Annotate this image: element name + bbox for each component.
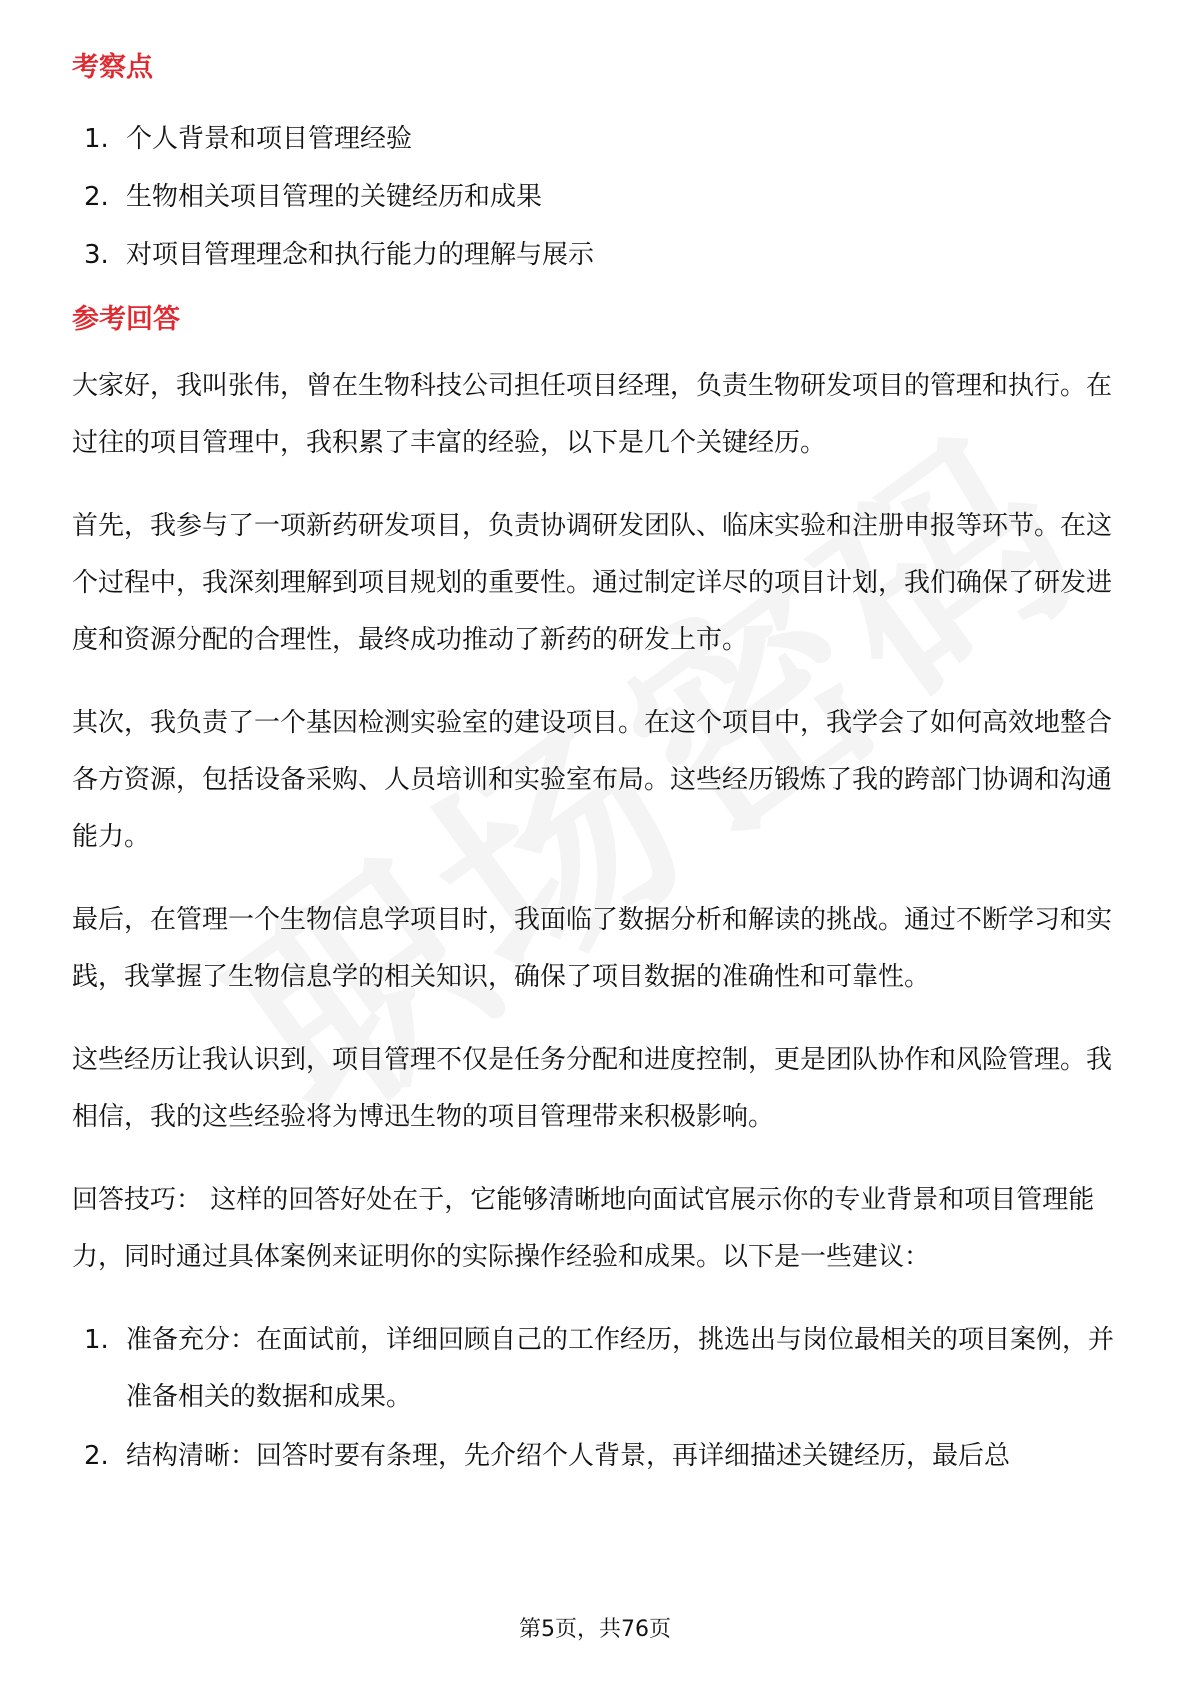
list-item-text: 结构清晰：回答时要有条理，先介绍个人背景，再详细描述关键经历，最后总: [126, 1441, 1011, 1471]
section-title-key-points: 考察点: [72, 52, 153, 83]
paragraph-first: 首先，我参与了一项新药研发项目，负责协调研发团队、临床实验和注册申报等环节。在这个过程中，我深刻理解到项目规划的重要性。通过制定详尽的项目计划，我们确保了研发进度和资源分配的合理性，最终成功推动了新药的研发上市。: [72, 511, 1113, 655]
list-item-text: 生物相关项目管理的关键经历和成果: [126, 182, 543, 212]
section-title-reference-answer: 参考回答: [72, 304, 180, 335]
list-item: [72, 1428, 1122, 1485]
list-item: [72, 1312, 1122, 1426]
page-number: 第5页，共76页: [519, 1617, 671, 1642]
list-item: [72, 168, 1122, 226]
paragraph-tips-intro: 回答技巧： 这样的回答好处在于，它能够清晰地向面试官展示你的专业背景和项目管理能力，同时通过具体案例来证明你的实际操作经验和成果。以下是一些建议：: [72, 1185, 1095, 1272]
tips-list: [72, 1312, 1122, 1485]
paragraph-last: 最后，在管理一个生物信息学项目时，我面临了数据分析和解读的挑战。通过不断学习和实践，我掌握了生物信息学的相关知识，确保了项目数据的准确性和可靠性。: [72, 905, 1113, 992]
list-item: [72, 110, 1122, 168]
list-item-number: 2.: [84, 182, 109, 212]
list-item-number: 1.: [84, 1325, 109, 1355]
paragraph-second: 其次，我负责了一个基因检测实验室的建设项目。在这个项目中，我学会了如何高效地整合各方资源，包括设备采购、人员培训和实验室布局。这些经历锻炼了我的跨部门协调和沟通能力。: [72, 708, 1113, 852]
list-item-number: 3.: [84, 240, 109, 270]
page-content: [72, 48, 1122, 1487]
paragraph-intro: 大家好，我叫张伟，曾在生物科技公司担任项目经理，负责生物研发项目的管理和执行。在过往的项目管理中，我积累了丰富的经验，以下是几个关键经历。: [72, 371, 1113, 458]
list-item-text: 对项目管理理念和执行能力的理解与展示: [126, 240, 595, 270]
list-item: [72, 226, 1122, 284]
list-item-text: 个人背景和项目管理经验: [126, 124, 413, 154]
list-item-text: 准备充分：在面试前，详细回顾自己的工作经历，挑选出与岗位最相关的项目案例，并准备相关的数据和成果。: [126, 1325, 1115, 1412]
paragraph-conclusion: 这些经历让我认识到，项目管理不仅是任务分配和进度控制，更是团队协作和风险管理。我相信，我的这些经验将为博迅生物的项目管理带来积极影响。: [72, 1045, 1113, 1132]
list-item-number: 1.: [84, 124, 109, 154]
key-points-list: [72, 110, 1122, 284]
list-item-number: 2.: [84, 1441, 109, 1471]
